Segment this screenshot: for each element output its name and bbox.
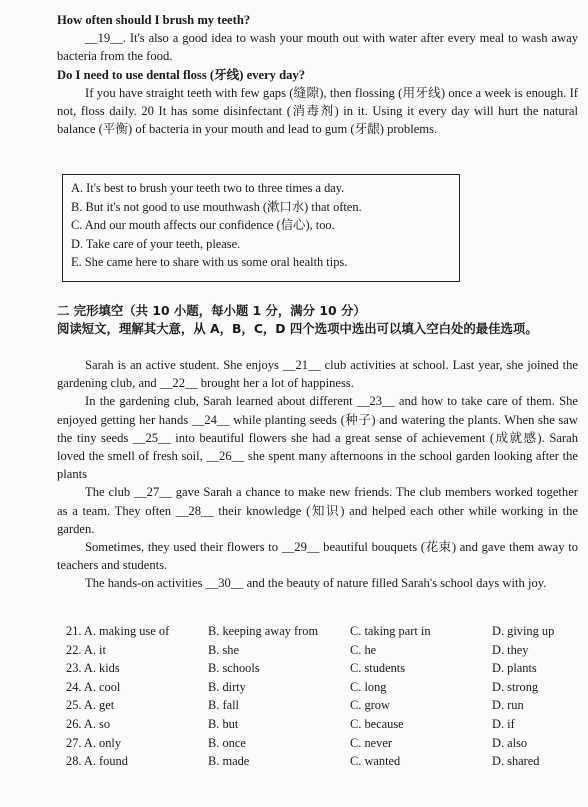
choice-d: D. strong	[492, 679, 539, 694]
cloze-passage	[57, 356, 578, 593]
section-2-instruction: 阅读短文，理解其大意，从 A，B，C，D 四个选项中选出可以填入空白处的最佳选项。	[57, 321, 538, 337]
choice-a: 25. A. get	[66, 698, 115, 713]
choice-row	[66, 659, 578, 678]
option-a: A. It's best to brush your teeth two to three times a day.	[71, 181, 345, 195]
choice-row	[66, 641, 578, 660]
choice-d: D. also	[492, 735, 528, 750]
choice-c: C. taking part in	[350, 624, 431, 638]
choice-b: B. but	[208, 716, 239, 731]
choice-d: D. shared	[492, 754, 540, 769]
choice-c: C. students	[350, 661, 406, 676]
option-d: D. Take care of your teeth, please.	[71, 236, 241, 251]
choice-row	[66, 734, 578, 753]
choice-c: C. long	[350, 679, 387, 694]
cloze-paragraph-2: In the gardening club, Sarah learned about different __23__ and how to take care of them. She enjoyed getting her hands __24__ while planting seeds (种子) and watering the plants. When she saw the tiny seeds __25__ into beautiful flowers she had a great sense of achievement (成就感). Sarah loved the smell of fresh soil, __26__ she spent many afternoons in the school garden looking after the plants	[57, 394, 578, 482]
choice-a: 21. A. making use of	[66, 624, 170, 638]
choice-b: B. fall	[208, 698, 239, 713]
choice-row	[66, 752, 578, 771]
option-c: C. And our mouth affects our confidence (信心), too.	[71, 218, 335, 232]
top-section	[57, 11, 578, 138]
heading-dental-floss: Do I need to use dental floss (牙线) every day?	[57, 67, 306, 82]
choice-c: C. never	[350, 735, 392, 750]
choice-a: 23. A. kids	[66, 661, 120, 676]
options-box	[62, 174, 460, 282]
choice-d: D. giving up	[492, 624, 555, 638]
cloze-paragraph-4: Sometimes, they used their flowers to __29__ beautiful bouquets (花束) and gave them away to teachers and students.	[57, 540, 578, 573]
section-2-title: 二 完形填空（共 10 小题，每小题 1 分，满分 10 分）	[57, 303, 366, 318]
cloze-paragraph-5: The hands-on activities __30__ and the beauty of nature filled Sarah's school days with joy.	[85, 576, 547, 591]
choice-a: 22. A. it	[66, 642, 106, 657]
choice-a: 27. A. only	[66, 735, 122, 750]
option-b: B. But it's not good to use mouthwash (漱口水) that often.	[71, 199, 362, 214]
choice-row	[66, 678, 578, 697]
choice-row	[66, 696, 578, 715]
choice-d: D. if	[492, 716, 515, 731]
choice-a: 28. A. found	[66, 754, 128, 769]
choice-c: C. wanted	[350, 754, 401, 769]
choices-list	[66, 622, 578, 771]
choice-a: 24. A. cool	[66, 679, 121, 694]
choice-c: C. grow	[350, 698, 390, 713]
paragraph-19: __19__. It's also a good idea to wash your mouth out with water after every meal to wash away bacteria from the food.	[57, 31, 578, 64]
choice-c: C. he	[350, 642, 377, 657]
choice-c: C. because	[350, 716, 404, 731]
cloze-paragraph-3: The club __27__ gave Sarah a chance to make new friends. The club members worked together as a team. They often __28__ their knowledge (知识) and helped each other while working in the garden.	[57, 485, 578, 536]
choice-b: B. made	[208, 754, 250, 769]
choice-b: B. once	[208, 735, 246, 750]
choice-row	[66, 622, 578, 641]
choice-b: B. she	[208, 642, 239, 657]
choice-d: D. run	[492, 698, 524, 713]
choice-a: 26. A. so	[66, 716, 111, 731]
section-2-header	[57, 302, 578, 338]
paragraph-20: If you have straight teeth with few gaps (缝隙), then flossing (用牙线) once a week is enough. If not, floss daily. 20 It has some disinfectant (消毒剂) in it. Using it every day will hurt the natural balance (平衡) of bacteria in your mouth and lead to gum (牙龈) problems.	[57, 85, 578, 137]
cloze-paragraph-1: Sarah is an active student. She enjoys __21__ club activities at school. Last year, she joined the gardening club, and __22__ brought her a lot of happiness.	[57, 358, 578, 391]
choice-d: D. they	[492, 642, 529, 657]
choice-row	[66, 715, 578, 734]
choice-b: B. dirty	[208, 679, 246, 694]
choice-b: B. keeping away from	[208, 624, 319, 638]
option-e: E. She came here to share with us some oral health tips.	[71, 255, 348, 269]
heading-brush-teeth: How often should I brush my teeth?	[57, 13, 251, 27]
choice-b: B. schools	[208, 661, 260, 676]
choice-d: D. plants	[492, 661, 537, 676]
